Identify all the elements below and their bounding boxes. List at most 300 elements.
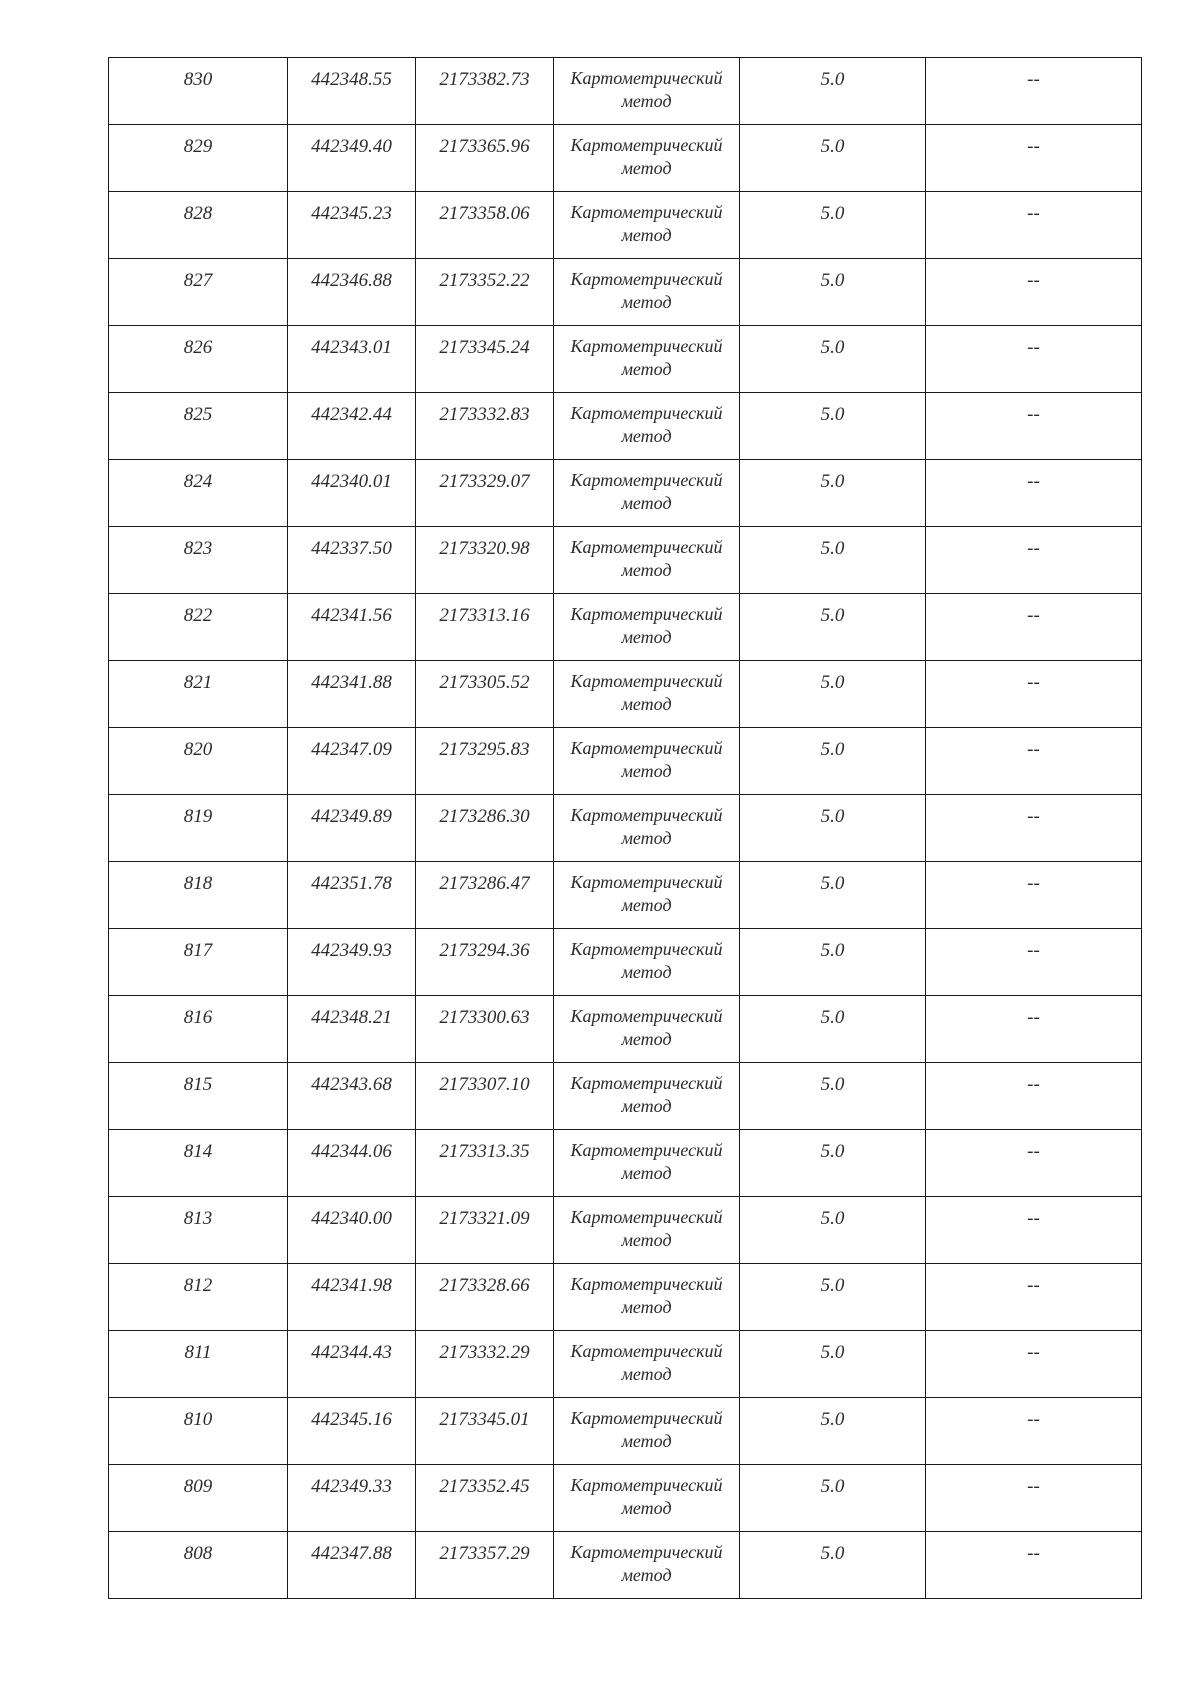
accuracy-cell-text: 5.0 [820,1208,845,1229]
table-row [109,728,1142,795]
accuracy-cell-text: 5.0 [820,873,845,894]
y-coordinate-cell-text: 2173300.63 [439,1007,530,1028]
point-number-cell [109,393,288,460]
accuracy-cell [740,1398,926,1465]
point-number-cell-text: 809 [183,1476,213,1497]
y-coordinate-cell-text: 2173295.83 [439,739,530,760]
table-row [109,192,1142,259]
point-number-cell-text: 815 [183,1074,213,1095]
point-number-cell [109,1264,288,1331]
y-coordinate-cell-text: 2173328.66 [439,1275,530,1296]
method-cell [554,1331,740,1398]
point-number-cell-text: 819 [183,806,213,827]
x-coordinate-cell-text: 442342.44 [311,404,392,425]
x-coordinate-cell-text: 442347.09 [311,739,392,760]
x-coordinate-cell [288,862,416,929]
note-cell [926,795,1142,862]
y-coordinate-cell-text: 2173286.30 [439,806,530,827]
note-cell [926,1130,1142,1197]
method-cell [554,996,740,1063]
y-coordinate-cell-text: 2173307.10 [439,1074,530,1095]
table-row [109,1197,1142,1264]
note-cell-text: -- [1027,1208,1040,1229]
point-number-cell [109,1197,288,1264]
method-cell [554,125,740,192]
method-cell [554,795,740,862]
point-number-cell-text: 808 [183,1543,213,1564]
x-coordinate-cell [288,192,416,259]
accuracy-cell [740,1130,926,1197]
x-coordinate-cell [288,527,416,594]
note-cell [926,259,1142,326]
point-number-cell-text: 830 [183,69,213,90]
method-cell-text: Картометрический метод [570,269,723,312]
table-row [109,1331,1142,1398]
y-coordinate-cell-text: 2173286.47 [439,873,530,894]
y-coordinate-cell-text: 2173313.35 [439,1141,530,1162]
y-coordinate-cell [416,1532,554,1599]
note-cell-text: -- [1027,739,1040,760]
accuracy-cell-text: 5.0 [820,136,845,157]
point-number-cell [109,1331,288,1398]
y-coordinate-cell-text: 2173358.06 [439,203,530,224]
point-number-cell-text: 823 [183,538,213,559]
accuracy-cell [740,1532,926,1599]
point-number-cell [109,192,288,259]
point-number-cell-text: 825 [183,404,213,425]
method-cell-text: Картометрический метод [570,1073,723,1116]
y-coordinate-cell [416,1465,554,1532]
method-cell [554,460,740,527]
x-coordinate-cell-text: 442347.88 [311,1543,392,1564]
point-number-cell-text: 826 [183,337,213,358]
note-cell [926,929,1142,996]
y-coordinate-cell [416,1063,554,1130]
point-number-cell [109,795,288,862]
y-coordinate-cell-text: 2173332.83 [439,404,530,425]
x-coordinate-cell [288,393,416,460]
point-number-cell-text: 810 [183,1409,213,1430]
y-coordinate-cell [416,393,554,460]
point-number-cell [109,594,288,661]
note-cell-text: -- [1027,337,1040,358]
coordinates-table [108,57,1142,1599]
note-cell [926,192,1142,259]
point-number-cell [109,259,288,326]
point-number-cell-text: 827 [183,270,213,291]
accuracy-cell-text: 5.0 [820,203,845,224]
point-number-cell [109,1063,288,1130]
point-number-cell [109,527,288,594]
accuracy-cell-text: 5.0 [820,538,845,559]
note-cell [926,996,1142,1063]
accuracy-cell [740,1264,926,1331]
accuracy-cell-text: 5.0 [820,404,845,425]
point-number-cell [109,1465,288,1532]
note-cell-text: -- [1027,136,1040,157]
y-coordinate-cell-text: 2173382.73 [439,69,530,90]
table-row [109,460,1142,527]
point-number-cell [109,460,288,527]
x-coordinate-cell-text: 442349.89 [311,806,392,827]
y-coordinate-cell-text: 2173329.07 [439,471,530,492]
point-number-cell [109,326,288,393]
x-coordinate-cell-text: 442351.78 [311,873,392,894]
y-coordinate-cell-text: 2173313.16 [439,605,530,626]
accuracy-cell [740,192,926,259]
note-cell [926,1465,1142,1532]
x-coordinate-cell-text: 442349.93 [311,940,392,961]
y-coordinate-cell [416,1264,554,1331]
accuracy-cell [740,527,926,594]
accuracy-cell-text: 5.0 [820,337,845,358]
x-coordinate-cell-text: 442344.06 [311,1141,392,1162]
point-number-cell [109,58,288,125]
y-coordinate-cell-text: 2173352.45 [439,1476,530,1497]
note-cell-text: -- [1027,1409,1040,1430]
point-number-cell-text: 822 [183,605,213,626]
accuracy-cell [740,661,926,728]
accuracy-cell [740,1063,926,1130]
method-cell [554,929,740,996]
method-cell-text: Картометрический метод [570,1274,723,1317]
x-coordinate-cell-text: 442348.55 [311,69,392,90]
note-cell-text: -- [1027,1342,1040,1363]
x-coordinate-cell [288,460,416,527]
note-cell [926,58,1142,125]
x-coordinate-cell [288,1130,416,1197]
method-cell [554,1130,740,1197]
accuracy-cell-text: 5.0 [820,270,845,291]
accuracy-cell-text: 5.0 [820,1275,845,1296]
point-number-cell-text: 817 [183,940,213,961]
method-cell [554,1264,740,1331]
y-coordinate-cell [416,862,554,929]
x-coordinate-cell-text: 442345.16 [311,1409,392,1430]
y-coordinate-cell [416,192,554,259]
note-cell-text: -- [1027,538,1040,559]
note-cell [926,661,1142,728]
point-number-cell-text: 814 [183,1141,213,1162]
accuracy-cell-text: 5.0 [820,739,845,760]
table-row [109,1532,1142,1599]
y-coordinate-cell-text: 2173332.29 [439,1342,530,1363]
x-coordinate-cell [288,728,416,795]
y-coordinate-cell-text: 2173352.22 [439,270,530,291]
x-coordinate-cell-text: 442337.50 [311,538,392,559]
point-number-cell-text: 816 [183,1007,213,1028]
point-number-cell [109,1398,288,1465]
note-cell-text: -- [1027,471,1040,492]
point-number-cell-text: 820 [183,739,213,760]
table-row [109,527,1142,594]
method-cell [554,58,740,125]
accuracy-cell [740,795,926,862]
y-coordinate-cell [416,58,554,125]
note-cell [926,1197,1142,1264]
x-coordinate-cell-text: 442341.98 [311,1275,392,1296]
y-coordinate-cell [416,996,554,1063]
point-number-cell [109,1532,288,1599]
x-coordinate-cell [288,929,416,996]
accuracy-cell [740,1331,926,1398]
x-coordinate-cell-text: 442343.01 [311,337,392,358]
method-cell [554,1197,740,1264]
accuracy-cell-text: 5.0 [820,605,845,626]
note-cell [926,1398,1142,1465]
note-cell-text: -- [1027,1007,1040,1028]
note-cell [926,594,1142,661]
method-cell [554,192,740,259]
accuracy-cell-text: 5.0 [820,1543,845,1564]
point-number-cell-text: 818 [183,873,213,894]
point-number-cell [109,125,288,192]
y-coordinate-cell-text: 2173357.29 [439,1543,530,1564]
method-cell [554,862,740,929]
accuracy-cell [740,862,926,929]
accuracy-cell-text: 5.0 [820,1342,845,1363]
method-cell [554,661,740,728]
x-coordinate-cell-text: 442343.68 [311,1074,392,1095]
accuracy-cell [740,1465,926,1532]
y-coordinate-cell [416,125,554,192]
table-row [109,58,1142,125]
table-row [109,996,1142,1063]
x-coordinate-cell [288,326,416,393]
accuracy-cell [740,728,926,795]
coordinates-table-body [109,58,1142,1599]
x-coordinate-cell-text: 442340.00 [311,1208,392,1229]
accuracy-cell-text: 5.0 [820,1141,845,1162]
x-coordinate-cell [288,1398,416,1465]
accuracy-cell [740,996,926,1063]
note-cell-text: -- [1027,873,1040,894]
method-cell-text: Картометрический метод [570,537,723,580]
x-coordinate-cell [288,1532,416,1599]
accuracy-cell-text: 5.0 [820,672,845,693]
accuracy-cell-text: 5.0 [820,1476,845,1497]
method-cell-text: Картометрический метод [570,1341,723,1384]
x-coordinate-cell-text: 442346.88 [311,270,392,291]
table-row [109,929,1142,996]
method-cell-text: Картометрический метод [570,135,723,178]
x-coordinate-cell [288,996,416,1063]
note-cell [926,1532,1142,1599]
accuracy-cell [740,259,926,326]
x-coordinate-cell [288,259,416,326]
note-cell [926,862,1142,929]
note-cell-text: -- [1027,1543,1040,1564]
method-cell-text: Картометрический метод [570,1140,723,1183]
y-coordinate-cell-text: 2173345.24 [439,337,530,358]
y-coordinate-cell [416,594,554,661]
method-cell-text: Картометрический метод [570,738,723,781]
accuracy-cell-text: 5.0 [820,806,845,827]
table-row [109,661,1142,728]
table-row [109,1465,1142,1532]
method-cell-text: Картометрический метод [570,1006,723,1049]
method-cell [554,728,740,795]
method-cell-text: Картометрический метод [570,671,723,714]
accuracy-cell [740,460,926,527]
table-row [109,1063,1142,1130]
x-coordinate-cell-text: 442349.33 [311,1476,392,1497]
table-row [109,125,1142,192]
point-number-cell-text: 813 [183,1208,213,1229]
y-coordinate-cell [416,460,554,527]
table-row [109,326,1142,393]
method-cell-text: Картометрический метод [570,68,723,111]
point-number-cell [109,996,288,1063]
table-row [109,259,1142,326]
y-coordinate-cell-text: 2173294.36 [439,940,530,961]
x-coordinate-cell [288,795,416,862]
method-cell-text: Картометрический метод [570,604,723,647]
table-row [109,594,1142,661]
method-cell-text: Картометрический метод [570,1475,723,1518]
x-coordinate-cell [288,1063,416,1130]
note-cell-text: -- [1027,672,1040,693]
note-cell [926,326,1142,393]
method-cell [554,1398,740,1465]
y-coordinate-cell [416,1197,554,1264]
note-cell [926,527,1142,594]
method-cell-text: Картометрический метод [570,1408,723,1451]
x-coordinate-cell [288,594,416,661]
accuracy-cell [740,393,926,460]
method-cell [554,326,740,393]
x-coordinate-cell-text: 442345.23 [311,203,392,224]
note-cell [926,1331,1142,1398]
table-row [109,1130,1142,1197]
note-cell-text: -- [1027,270,1040,291]
y-coordinate-cell-text: 2173320.98 [439,538,530,559]
note-cell [926,728,1142,795]
note-cell-text: -- [1027,806,1040,827]
method-cell-text: Картометрический метод [570,1542,723,1585]
y-coordinate-cell [416,259,554,326]
method-cell [554,527,740,594]
table-row [109,1264,1142,1331]
point-number-cell [109,1130,288,1197]
accuracy-cell-text: 5.0 [820,1007,845,1028]
note-cell-text: -- [1027,203,1040,224]
x-coordinate-cell-text: 442341.88 [311,672,392,693]
method-cell-text: Картометрический метод [570,805,723,848]
x-coordinate-cell [288,1264,416,1331]
point-number-cell [109,661,288,728]
x-coordinate-cell [288,125,416,192]
note-cell-text: -- [1027,605,1040,626]
method-cell-text: Картометрический метод [570,939,723,982]
method-cell [554,594,740,661]
y-coordinate-cell-text: 2173321.09 [439,1208,530,1229]
accuracy-cell [740,594,926,661]
x-coordinate-cell [288,1465,416,1532]
y-coordinate-cell-text: 2173305.52 [439,672,530,693]
accuracy-cell [740,58,926,125]
accuracy-cell-text: 5.0 [820,940,845,961]
note-cell [926,125,1142,192]
y-coordinate-cell [416,326,554,393]
note-cell-text: -- [1027,1275,1040,1296]
x-coordinate-cell-text: 442344.43 [311,1342,392,1363]
method-cell-text: Картометрический метод [570,872,723,915]
note-cell [926,460,1142,527]
method-cell-text: Картометрический метод [570,470,723,513]
note-cell [926,393,1142,460]
note-cell-text: -- [1027,940,1040,961]
y-coordinate-cell [416,795,554,862]
y-coordinate-cell [416,1130,554,1197]
method-cell-text: Картометрический метод [570,202,723,245]
accuracy-cell-text: 5.0 [820,471,845,492]
y-coordinate-cell-text: 2173365.96 [439,136,530,157]
accuracy-cell-text: 5.0 [820,69,845,90]
point-number-cell-text: 821 [183,672,213,693]
note-cell-text: -- [1027,1476,1040,1497]
note-cell [926,1063,1142,1130]
point-number-cell-text: 829 [183,136,213,157]
y-coordinate-cell-text: 2173345.01 [439,1409,530,1430]
accuracy-cell [740,929,926,996]
accuracy-cell [740,125,926,192]
note-cell-text: -- [1027,1074,1040,1095]
x-coordinate-cell-text: 442341.56 [311,605,392,626]
table-row [109,1398,1142,1465]
point-number-cell-text: 811 [184,1342,212,1363]
x-coordinate-cell-text: 442349.40 [311,136,392,157]
accuracy-cell-text: 5.0 [820,1409,845,1430]
table-row [109,862,1142,929]
accuracy-cell-text: 5.0 [820,1074,845,1095]
point-number-cell [109,862,288,929]
note-cell-text: -- [1027,1141,1040,1162]
note-cell-text: -- [1027,404,1040,425]
method-cell [554,1465,740,1532]
x-coordinate-cell [288,1197,416,1264]
point-number-cell [109,728,288,795]
table-row [109,393,1142,460]
method-cell-text: Картометрический метод [570,403,723,446]
method-cell [554,259,740,326]
note-cell-text: -- [1027,69,1040,90]
y-coordinate-cell [416,1398,554,1465]
method-cell [554,393,740,460]
point-number-cell-text: 828 [183,203,213,224]
accuracy-cell [740,1197,926,1264]
x-coordinate-cell-text: 442348.21 [311,1007,392,1028]
method-cell-text: Картометрический метод [570,336,723,379]
point-number-cell [109,929,288,996]
x-coordinate-cell-text: 442340.01 [311,471,392,492]
accuracy-cell [740,326,926,393]
y-coordinate-cell [416,929,554,996]
y-coordinate-cell [416,661,554,728]
method-cell [554,1532,740,1599]
x-coordinate-cell [288,1331,416,1398]
method-cell-text: Картометрический метод [570,1207,723,1250]
method-cell [554,1063,740,1130]
point-number-cell-text: 812 [183,1275,213,1296]
y-coordinate-cell [416,728,554,795]
y-coordinate-cell [416,1331,554,1398]
y-coordinate-cell [416,527,554,594]
x-coordinate-cell [288,661,416,728]
x-coordinate-cell [288,58,416,125]
point-number-cell-text: 824 [183,471,213,492]
note-cell [926,1264,1142,1331]
